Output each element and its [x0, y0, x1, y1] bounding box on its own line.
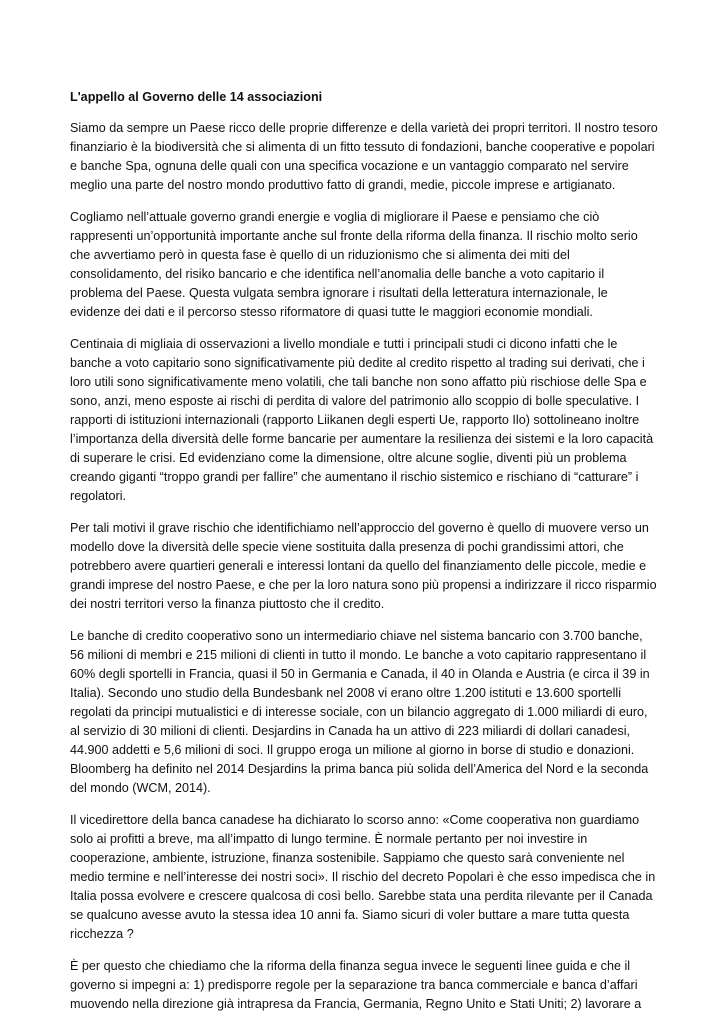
paragraph-1: Siamo da sempre un Paese ricco delle proprie differenze e della varietà dei propri territori. Il nostro tesoro finanziario è la biodiversità che si alimenta di un fitto tessuto di fondazioni, banche cooperative e popolari e banche Spa, ognuna delle quali con una specifica vocazione e un vantaggio comparato nel servire meglio una parte del nostro mondo produttivo fatto di grandi, medie, piccole imprese e artigianato. [70, 121, 658, 192]
paragraph-6: Il vicedirettore della banca canadese ha dichiarato lo scorso anno: «Come cooperativa non guardiamo solo ai profitti a breve, ma all’impatto di lungo termine. È normale pertanto per noi investire in cooperazione, ambiente, istruzione, finanza sostenibile. Sappiamo che questo sarà conveniente nel medio termine e nell’interesse dei nostri soci». Il rischio del decreto Popolari è che esso impedisca che in Italia possa evolvere e crescere qualcosa di così bello. Sarebbe stata una perdita rilevante per il Canada se qualcuno avesse avuto la stessa idea 10 anni fa. Siamo sicuri di voler buttare a mare tutta questa ricchezza ? [70, 813, 656, 941]
paragraph-5: Le banche di credito cooperativo sono un intermediario chiave nel sistema bancario con 3.700 banche, 56 milioni di membri e 215 milioni di clienti in tutto il mondo. Le banche a voto capitario rappresentano il 60% degli sportelli in Francia, quasi il 50 in Germania e Canada, il 40 in Olanda e Austria (e circa il 39 in Italia). Secondo uno studio della Bundesbank nel 2008 vi erano oltre 1.200 istituti e 13.600 sportelli regolati da principi mutualistici e di interesse sociale, con un bilancio aggregato di 1.000 miliardi di euro, al servizio di 30 milioni di clienti. Desjardins in Canada ha un attivo di 223 miliardi di dollari canadesi, 44.900 addetti e 5,6 milioni di soci. Il gruppo eroga un milione al giorno in borse di studio e donazioni. Bloomberg ha definito nel 2014 Desjardins la prima banca più solida dell’America del Nord e la seconda del mondo (WCM, 2014). [70, 629, 650, 795]
document-page [70, 88, 658, 1027]
document-title: L'appello al Governo delle 14 associazioni [70, 90, 323, 104]
paragraph-2: Cogliamo nell’attuale governo grandi energie e voglia di migliorare il Paese e pensiamo che ciò rappresenti un’opportunità importante anche sul fronte della riforma della finanza. Il rischio molto serio che avvertiamo però in questa fase è quello di un riduzionismo che si alimenta dei miti del consolidamento, del risiko bancario e che identifica nell’anomalia delle banche a voto capitario il problema del Paese. Questa vulgata sembra ignorare i risultati della letteratura internazionale, le evidenze dei dati e il percorso stesso riformatore di quasi tutte le maggiori economie mondiali. [70, 210, 638, 319]
paragraph-7: È per questo che chiediamo che la riforma della finanza segua invece le seguenti linee guida e che il governo si impegni a: 1) predisporre regole per la separazione tra banca commerciale e banca d’affari muovendo nella direzione già intrapresa da Francia, Germania, Regno Unito e Stati Uniti; 2) lavorare a [70, 959, 642, 1011]
paragraph-4: Per tali motivi il grave rischio che identifichiamo nell’approccio del governo è quello di muovere verso un modello dove la diversità delle specie viene sostituita dalla presenza di pochi grandissimi attori, che potrebbero avere quartieri generali e interessi lontani da quello del finanziamento delle piccole, medie e grandi imprese del nostro Paese, e che per la loro natura sono più propensi a indirizzare il ricco risparmio dei nostri territori verso la finanza piuttosto che il credito. [70, 521, 657, 611]
paragraph-3: Centinaia di migliaia di osservazioni a livello mondiale e tutti i principali studi ci dicono infatti che le banche a voto capitario sono significativamente più dedite al credito rispetto al trading sui derivati, che i loro utili sono significativamente meno volatili, che tali banche non sono affatto più rischiose delle Spa e sono, anzi, meno esposte ai rischi di perdita di valore del patrimonio allo scoppio di bolle speculative. I rapporti di istituzioni internazionali (rapporto Liikanen degli esperti Ue, rapporto Ilo) sottolineano inoltre l’importanza della diversità delle forme bancarie per aumentare la resilienza dei sistemi e la loro capacità di superare le crisi. Ed evidenziano come la dimensione, oltre alcune soglie, diventi più un problema creando giganti “troppo grandi per fallire” che aumentano il rischio sistemico e rischiano di “catturare” i regolatori. [70, 337, 654, 503]
